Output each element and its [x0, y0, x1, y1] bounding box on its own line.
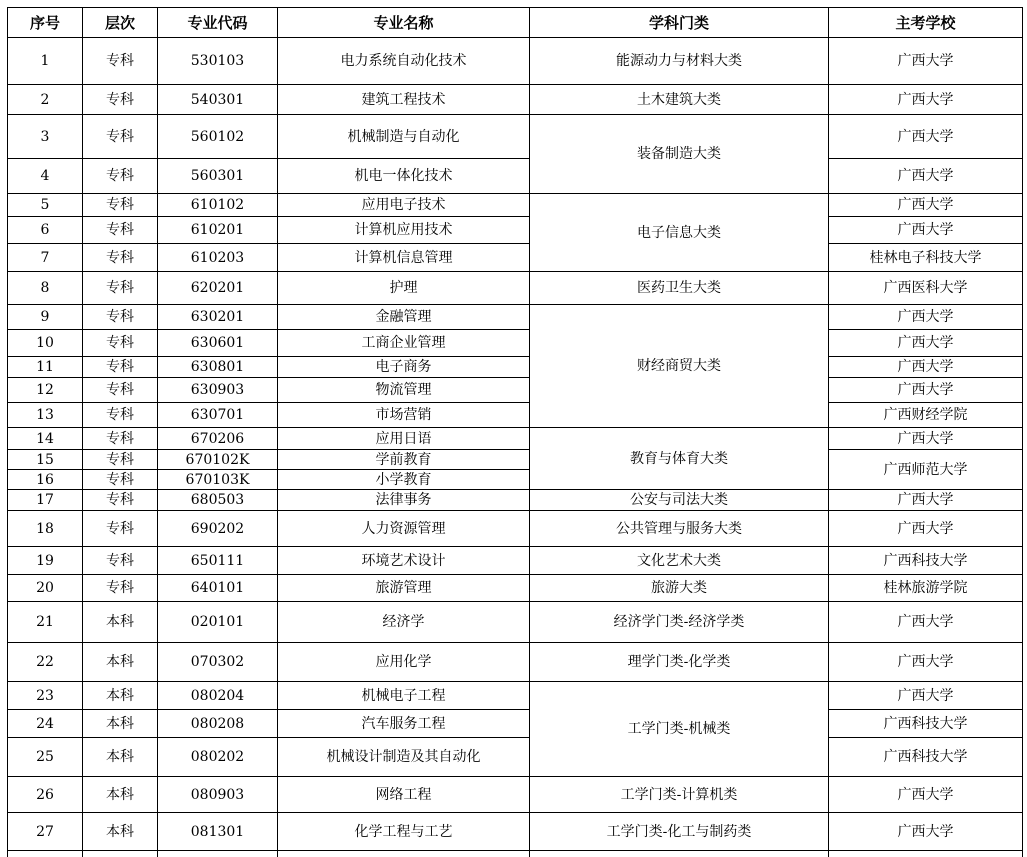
serial-cell: 18: [8, 511, 83, 547]
code-cell: 540301: [158, 85, 278, 115]
major-name-cell: 环境艺术设计: [278, 547, 530, 575]
category-cell: 理学门类-化学类: [530, 643, 829, 682]
serial-cell: 17: [8, 490, 83, 511]
serial-cell: 26: [8, 777, 83, 813]
school-cell: 桂林旅游学院: [829, 575, 1023, 602]
level-cell: 专科: [83, 403, 158, 428]
code-cell: 080208: [158, 710, 278, 738]
table-row: [8, 547, 1023, 575]
level-cell: 本科: [83, 602, 158, 643]
table-row-cut-off: [8, 851, 1023, 857]
school-cell: 广西大学: [829, 85, 1023, 115]
serial-cell: 25: [8, 738, 83, 777]
code-cell: 670102K: [158, 450, 278, 470]
major-name-cell: 法律事务: [278, 490, 530, 511]
code-cell: 081301: [158, 813, 278, 851]
category-cell: 文化艺术大类: [530, 547, 829, 575]
level-cell: 专科: [83, 305, 158, 330]
category-cell: 公共管理与服务大类: [530, 511, 829, 547]
table-row: [8, 738, 1023, 777]
serial-cell: 9: [8, 305, 83, 330]
school-cell: 广西科技大学: [829, 547, 1023, 575]
major-name-cell: 工商企业管理: [278, 330, 530, 357]
table-row: [8, 115, 1023, 159]
level-cell: 本科: [83, 643, 158, 682]
school-cell: 广西大学: [829, 777, 1023, 813]
school-cell: 广西大学: [829, 378, 1023, 403]
code-cell: 530103: [158, 38, 278, 85]
major-name-cell: 旅游管理: [278, 575, 530, 602]
serial-cell: 3: [8, 115, 83, 159]
table-row: [8, 330, 1023, 357]
serial-cell: 14: [8, 428, 83, 450]
blank-cell: [829, 851, 1023, 857]
serial-cell: 21: [8, 602, 83, 643]
category-cell: 财经商贸大类: [530, 305, 829, 428]
code-cell: 610203: [158, 244, 278, 272]
level-cell: 专科: [83, 159, 158, 194]
level-cell: 专科: [83, 547, 158, 575]
major-name-cell: 机械制造与自动化: [278, 115, 530, 159]
school-cell: 广西大学: [829, 159, 1023, 194]
category-cell: 教育与体育大类: [530, 428, 829, 490]
table-row: [8, 777, 1023, 813]
header-code: 专业代码: [158, 8, 278, 38]
major-name-cell: 建筑工程技术: [278, 85, 530, 115]
serial-cell: 16: [8, 470, 83, 490]
table-row: [8, 511, 1023, 547]
table-row: [8, 403, 1023, 428]
level-cell: 本科: [83, 813, 158, 851]
serial-cell: 2: [8, 85, 83, 115]
table-row: [8, 490, 1023, 511]
header-major-name: 专业名称: [278, 8, 530, 38]
category-cell: 装备制造大类: [530, 115, 829, 194]
serial-cell: 1: [8, 38, 83, 85]
code-cell: 630801: [158, 357, 278, 378]
code-cell: 630903: [158, 378, 278, 403]
table-row: [8, 357, 1023, 378]
school-cell: 广西医科大学: [829, 272, 1023, 305]
major-name-cell: 市场营销: [278, 403, 530, 428]
category-cell: 旅游大类: [530, 575, 829, 602]
school-cell: 广西大学: [829, 511, 1023, 547]
serial-cell: 15: [8, 450, 83, 470]
code-cell: 680503: [158, 490, 278, 511]
header-level: 层次: [83, 8, 158, 38]
school-cell: 广西师范大学: [829, 450, 1023, 490]
major-name-cell: 金融管理: [278, 305, 530, 330]
major-name-cell: 电子商务: [278, 357, 530, 378]
code-cell: 630201: [158, 305, 278, 330]
level-cell: 本科: [83, 682, 158, 710]
code-cell: 560102: [158, 115, 278, 159]
code-cell: 070302: [158, 643, 278, 682]
majors-table: [7, 7, 1023, 857]
major-name-cell: 应用电子技术: [278, 194, 530, 217]
level-cell: 专科: [83, 85, 158, 115]
major-name-cell: 人力资源管理: [278, 511, 530, 547]
blank-cell: [8, 851, 83, 857]
school-cell: 广西大学: [829, 428, 1023, 450]
serial-cell: 27: [8, 813, 83, 851]
major-name-cell: 汽车服务工程: [278, 710, 530, 738]
code-cell: 630601: [158, 330, 278, 357]
header-serial: 序号: [8, 8, 83, 38]
serial-cell: 7: [8, 244, 83, 272]
category-cell: 医药卫生大类: [530, 272, 829, 305]
major-name-cell: 化学工程与工艺: [278, 813, 530, 851]
table-row: [8, 428, 1023, 450]
category-cell: 工学门类-计算机类: [530, 777, 829, 813]
major-name-cell: 应用化学: [278, 643, 530, 682]
code-cell: 630701: [158, 403, 278, 428]
table-row: [8, 643, 1023, 682]
serial-cell: 24: [8, 710, 83, 738]
major-name-cell: 机电一体化技术: [278, 159, 530, 194]
school-cell: 广西大学: [829, 813, 1023, 851]
level-cell: 专科: [83, 428, 158, 450]
category-cell: 能源动力与材料大类: [530, 38, 829, 85]
major-name-cell: 护理: [278, 272, 530, 305]
school-cell: 桂林电子科技大学: [829, 244, 1023, 272]
category-cell: 经济学门类-经济学类: [530, 602, 829, 643]
serial-cell: 6: [8, 217, 83, 244]
school-cell: 广西大学: [829, 602, 1023, 643]
category-cell: 电子信息大类: [530, 194, 829, 272]
level-cell: 专科: [83, 115, 158, 159]
school-cell: 广西大学: [829, 330, 1023, 357]
level-cell: 专科: [83, 490, 158, 511]
code-cell: 610102: [158, 194, 278, 217]
serial-cell: 11: [8, 357, 83, 378]
table-row: [8, 710, 1023, 738]
school-cell: 广西大学: [829, 38, 1023, 85]
major-name-cell: 计算机应用技术: [278, 217, 530, 244]
level-cell: 专科: [83, 244, 158, 272]
serial-cell: 13: [8, 403, 83, 428]
blank-cell: [530, 851, 829, 857]
blank-cell: [158, 851, 278, 857]
major-name-cell: 机械电子工程: [278, 682, 530, 710]
table-row: [8, 378, 1023, 403]
category-cell: 工学门类-化工与制药类: [530, 813, 829, 851]
major-name-cell: 电力系统自动化技术: [278, 38, 530, 85]
header-row: [8, 8, 1023, 38]
school-cell: 广西大学: [829, 490, 1023, 511]
serial-cell: 4: [8, 159, 83, 194]
level-cell: 专科: [83, 272, 158, 305]
school-cell: 广西大学: [829, 115, 1023, 159]
school-cell: 广西大学: [829, 194, 1023, 217]
table-row: [8, 85, 1023, 115]
serial-cell: 8: [8, 272, 83, 305]
level-cell: 本科: [83, 738, 158, 777]
level-cell: 专科: [83, 357, 158, 378]
serial-cell: 22: [8, 643, 83, 682]
major-name-cell: 小学教育: [278, 470, 530, 490]
level-cell: 本科: [83, 777, 158, 813]
code-cell: 640101: [158, 575, 278, 602]
serial-cell: 19: [8, 547, 83, 575]
table-row: [8, 272, 1023, 305]
serial-cell: 5: [8, 194, 83, 217]
school-cell: 广西科技大学: [829, 738, 1023, 777]
code-cell: 610201: [158, 217, 278, 244]
table-row: [8, 813, 1023, 851]
major-name-cell: 应用日语: [278, 428, 530, 450]
serial-cell: 20: [8, 575, 83, 602]
level-cell: 专科: [83, 450, 158, 470]
major-name-cell: 经济学: [278, 602, 530, 643]
code-cell: 080202: [158, 738, 278, 777]
level-cell: 专科: [83, 378, 158, 403]
blank-cell: [83, 851, 158, 857]
major-name-cell: 物流管理: [278, 378, 530, 403]
table-row: [8, 217, 1023, 244]
school-cell: 广西财经学院: [829, 403, 1023, 428]
table-row: [8, 575, 1023, 602]
code-cell: 620201: [158, 272, 278, 305]
code-cell: 080903: [158, 777, 278, 813]
school-cell: 广西大学: [829, 682, 1023, 710]
level-cell: 专科: [83, 38, 158, 85]
level-cell: 专科: [83, 217, 158, 244]
table-row: [8, 305, 1023, 330]
category-cell: 公安与司法大类: [530, 490, 829, 511]
header-school: 主考学校: [829, 8, 1023, 38]
table-row: [8, 194, 1023, 217]
serial-cell: 10: [8, 330, 83, 357]
major-name-cell: 网络工程: [278, 777, 530, 813]
school-cell: 广西大学: [829, 357, 1023, 378]
level-cell: 本科: [83, 710, 158, 738]
code-cell: 080204: [158, 682, 278, 710]
category-cell: 工学门类-机械类: [530, 682, 829, 777]
serial-cell: 12: [8, 378, 83, 403]
major-name-cell: 机械设计制造及其自动化: [278, 738, 530, 777]
header-category: 学科门类: [530, 8, 829, 38]
code-cell: 670103K: [158, 470, 278, 490]
level-cell: 专科: [83, 575, 158, 602]
level-cell: 专科: [83, 194, 158, 217]
school-cell: 广西大学: [829, 643, 1023, 682]
code-cell: 560301: [158, 159, 278, 194]
major-name-cell: 学前教育: [278, 450, 530, 470]
major-name-cell: 计算机信息管理: [278, 244, 530, 272]
school-cell: 广西大学: [829, 305, 1023, 330]
category-cell: 土木建筑大类: [530, 85, 829, 115]
table-row: [8, 159, 1023, 194]
table-row: [8, 450, 1023, 470]
school-cell: 广西科技大学: [829, 710, 1023, 738]
level-cell: 专科: [83, 330, 158, 357]
table-row: [8, 244, 1023, 272]
school-cell: 广西大学: [829, 217, 1023, 244]
code-cell: 670206: [158, 428, 278, 450]
blank-cell: [278, 851, 530, 857]
level-cell: 专科: [83, 470, 158, 490]
serial-cell: 23: [8, 682, 83, 710]
level-cell: 专科: [83, 511, 158, 547]
table-row: [8, 38, 1023, 85]
table-row: [8, 682, 1023, 710]
code-cell: 020101: [158, 602, 278, 643]
code-cell: 690202: [158, 511, 278, 547]
code-cell: 650111: [158, 547, 278, 575]
table-row: [8, 602, 1023, 643]
